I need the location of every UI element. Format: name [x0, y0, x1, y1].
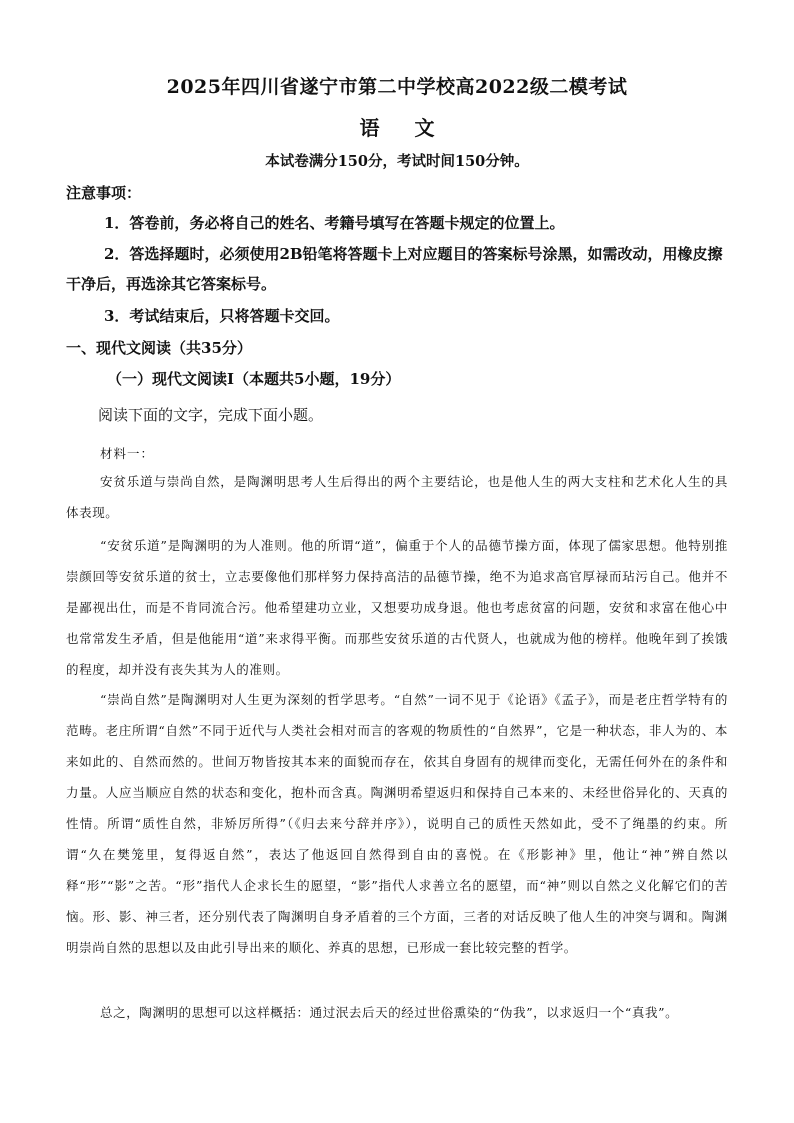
notice-item: 2．答选择题时，必须使用2B铅笔将答题卡上对应题目的答案标号涂黑，如需改动，用橡皮擦干净后，再选涂其它答案标号。 [66, 245, 723, 293]
material-paragraph: 安贫乐道与崇尚自然，是陶渊明思考人生后得出的两个主要结论，也是他人生的两大支柱和艺术化人生的具体表现。 [66, 474, 728, 520]
material-paragraph: 总之，陶渊明的思想可以这样概括：通过泯去后天的经过世俗熏染的“伪我”，以求返归一个“真我”。 [100, 1005, 679, 1020]
material-paragraph: “安贫乐道”是陶渊明的为人准则。他的所谓“道”，偏重于个人的品德节操方面，体现了儒家思想。他特别推崇颜回等安贫乐道的贫士，立志要像他们那样努力保持高洁的品德节操，绝不为追求高官厚禄而玷污自己。他并不是鄙视出仕，而是不肯同流合污。他希望建功立业，又想要功成身退。他也考虑贫富的问题，安贫和求富在他心中也常常发生矛盾，但是他能用“道”来求得平衡。而那些安贫乐道的古代贤人，也就成为他的榜样。他晚年到了挨饿的程度，却并没有丧失其为人的准则。 [66, 538, 728, 677]
exam-title: 2025年四川省遂宁市第二中学校高2022级二模考试 [166, 76, 628, 98]
notice-item: 1．答卷前，务必将自己的姓名、考籍号填写在答题卡规定的位置上。 [104, 214, 565, 232]
material-label: 材料一： [100, 446, 155, 461]
exam-subtitle: 本试卷满分150分，考试时间150分钟。 [265, 153, 529, 170]
notice-heading: 注意事项： [66, 184, 142, 202]
material-paragraph: “崇尚自然”是陶渊明对人生更为深刻的哲学思考。“自然”一词不见于《论语》《孟子》，而是老庄哲学特有的范畴。老庄所谓“自然”不同于近代与人类社会相对而言的客观的物质性的“自然界”，它是一种状态，非人为的、本来如此的、自然而然的。世间万物皆按其本来的面貌而存在，依其自身固有的规律而变化，无需任何外在的条件和力量。人应当顺应自然的状态和变化，抱朴而含真。陶渊明希望返归和保持自己本来的、未经世俗异化的、天真的性情。所谓“质性自然，非矫厉所得”（《归去来兮辞并序》），说明自己的质性天然如此，受不了绳墨的约束。所谓“久在樊笼里，复得返自然”，表达了他返回自然得到自由的喜悦。在《形影神》里，他让“神”辨自然以释“形”“影”之苦。“形”指代人企求长生的愿望，“影”指代人求善立名的愿望，而“神”则以自然之义化解它们的苦恼。形、影、神三者，还分别代表了陶渊明自身矛盾着的三个方面，三者的对话反映了他人生的冲突与调和。陶渊明崇尚自然的思想以及由此引导出来的顺化、养真的思想，已形成一套比较完整的哲学。 [66, 692, 728, 955]
reading-instruction: 阅读下面的文字，完成下面小题。 [98, 407, 324, 424]
section-title: 一、现代文阅读（共35分） [66, 339, 252, 357]
subsection-title: （一）现代文阅读Ⅰ（本题共5小题，19分） [107, 370, 401, 388]
notice-item: 3．考试结束后，只将答题卡交回。 [104, 307, 340, 325]
subject-title: 语 文 [359, 116, 449, 140]
